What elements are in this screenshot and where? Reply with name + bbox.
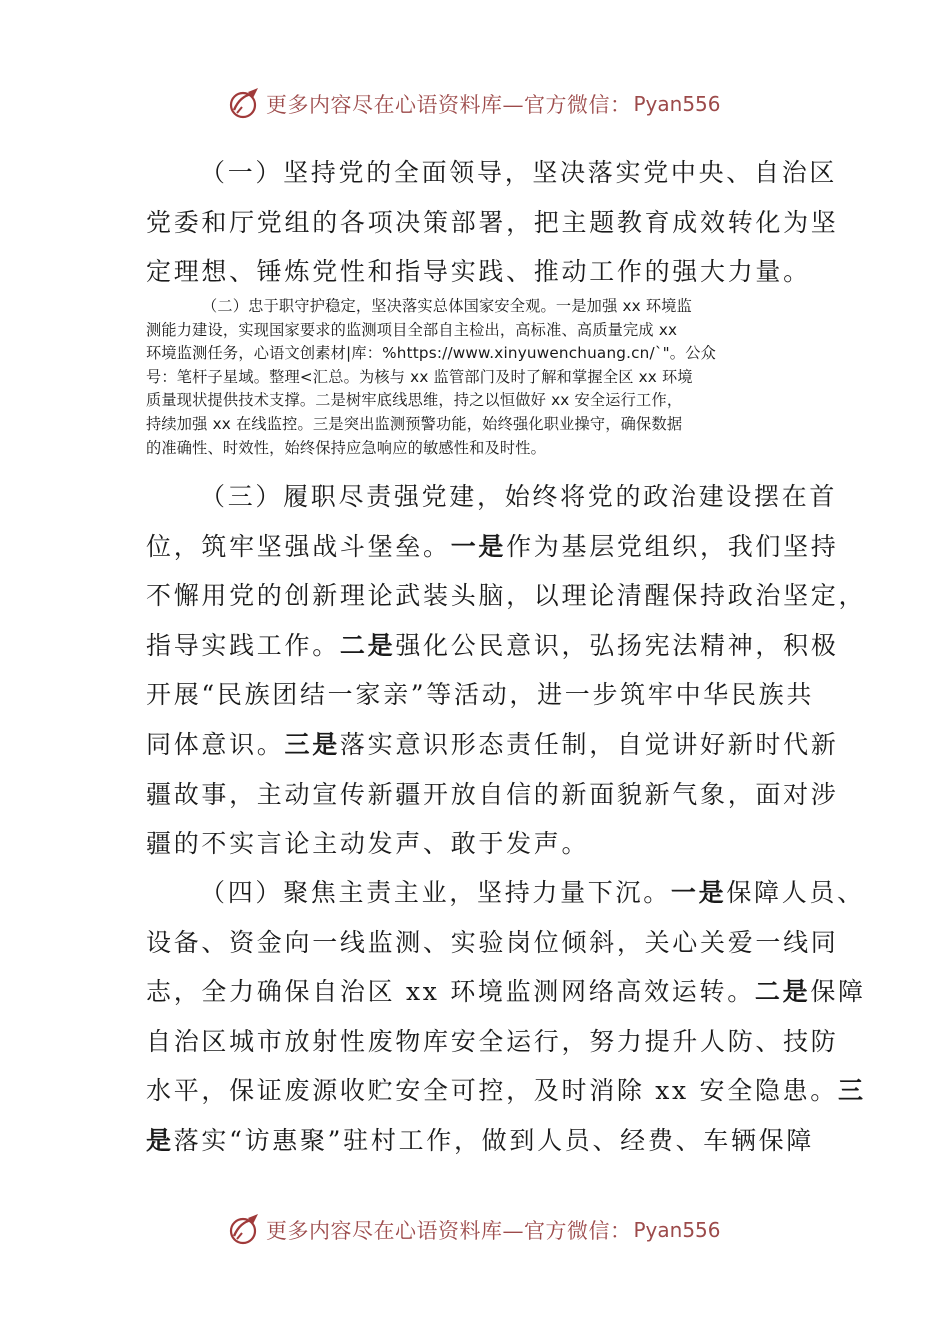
footer-banner [226,1210,721,1250]
text-line [146,621,839,671]
text-line [146,967,866,1017]
section-1-paragraph [146,148,839,297]
text-run: 水平，保证废源收贮安全可控，及时消除 xx 安全隐患。 [146,1076,838,1106]
bold-keyword: 二是 [339,630,396,660]
bold-keyword: 是 [146,1125,174,1155]
text-line: 定理想、锤炼党性和指导实践、推动工作的强大力量。 [146,257,811,287]
pen-swirl-logo-icon [226,1212,262,1248]
text-run: （四）聚焦主责主业，坚持力量下沉。 [200,878,671,907]
text-line: （二）忠于职守护稳定，坚决落实总体国家安全观。一是加强 xx 环境监 [202,297,693,315]
text-run: 强化公民意识，弘扬宪法精神，积极 [395,630,839,660]
wechat-id: Pyan556 [633,92,721,116]
bold-keyword: 三是 [284,729,340,759]
text-run: 保障人员、 [726,878,865,907]
text-line [146,868,865,918]
text-line [146,1066,866,1116]
text-run: 落实“访惠聚”驻村工作，做到人员、经费、车辆保障 [173,1125,815,1155]
wechat-id: Pyan556 [633,1218,721,1242]
text-line: 环境监测任务，心语文创素材|库：%https://www.xinyuwenchuang.cn/`"。公众 [146,344,716,363]
bold-keyword: 二是 [754,977,811,1007]
text-run: 作为基层党组织，我们坚持 [506,531,839,561]
section-3-paragraph [146,472,867,869]
text-run: 保障 [810,977,866,1007]
banner-text: 更多内容尽在心语资料库—官方微信： [266,93,632,117]
pen-swirl-logo-icon [226,86,262,122]
text-line: （三）履职尽责强党建，始终将党的政治建设摆在首 [200,482,838,511]
bold-keyword: 三 [838,1076,866,1106]
text-line: 测能力建设，实现国家要求的监测项目全部自主检出，高标准、高质量完成 xx [146,320,678,339]
text-line: 质量现状提供技术支撑。二是树牢底线思维，持之以恒做好 xx 安全运行工作， [146,391,683,410]
banner-text: 更多内容尽在心语资料库—官方微信： [266,1219,632,1243]
text-line: 疆的不实言论主动发声、敢于发声。 [146,829,590,859]
text-run: 志，全力确保自治区 xx 环境监测网络高效运转。 [146,977,755,1007]
text-run: 同体意识。 [146,729,285,759]
text-line: 党委和厅党组的各项决策部署，把主题教育成效转化为坚 [146,207,839,237]
bold-keyword: 一是 [450,531,507,561]
section-4-paragraph [146,868,866,1166]
text-line: （一）坚持党的全面领导，坚决落实党中央、自治区 [200,158,838,187]
text-line: 持续加强 xx 在线监控。三是突出监测预警功能，始终强化职业操守，确保数据 [146,414,683,433]
text-line [146,1116,815,1166]
text-line: 不懈用党的创新理论武装头脑，以理论清醒保持政治坚定， [146,581,867,611]
bold-keyword: 一是 [670,878,727,907]
text-line: 开展“民族团结一家亲”等活动，进一步筑牢中华民族共 [146,680,815,710]
text-run: 落实意识形态责任制，自觉讲好新时代新 [339,729,839,759]
text-line: 号：笔杆子星域。整理<汇总。为核与 xx 监管部门及时了解和掌握全区 xx 环境 [146,367,693,386]
text-line [146,720,839,770]
header-banner [226,84,721,124]
text-line: 设备、资金向一线监测、实验岗位倾斜，关心关爱一线同 [146,927,839,957]
text-line: 自治区城市放射性废物库安全运行，努力提升人防、技防 [146,1026,839,1056]
section-2-paragraph [146,295,806,460]
text-line: 的准确性、时效性，始终保持应急响应的敏感性和及时性。 [146,438,547,457]
text-run: 位，筑牢坚强战斗堡垒。 [146,531,451,561]
text-run: 指导实践工作。 [146,630,340,660]
text-line: 疆故事，主动宣传新疆开放自信的新面貌新气象，面对涉 [146,779,839,809]
text-line [146,522,839,572]
